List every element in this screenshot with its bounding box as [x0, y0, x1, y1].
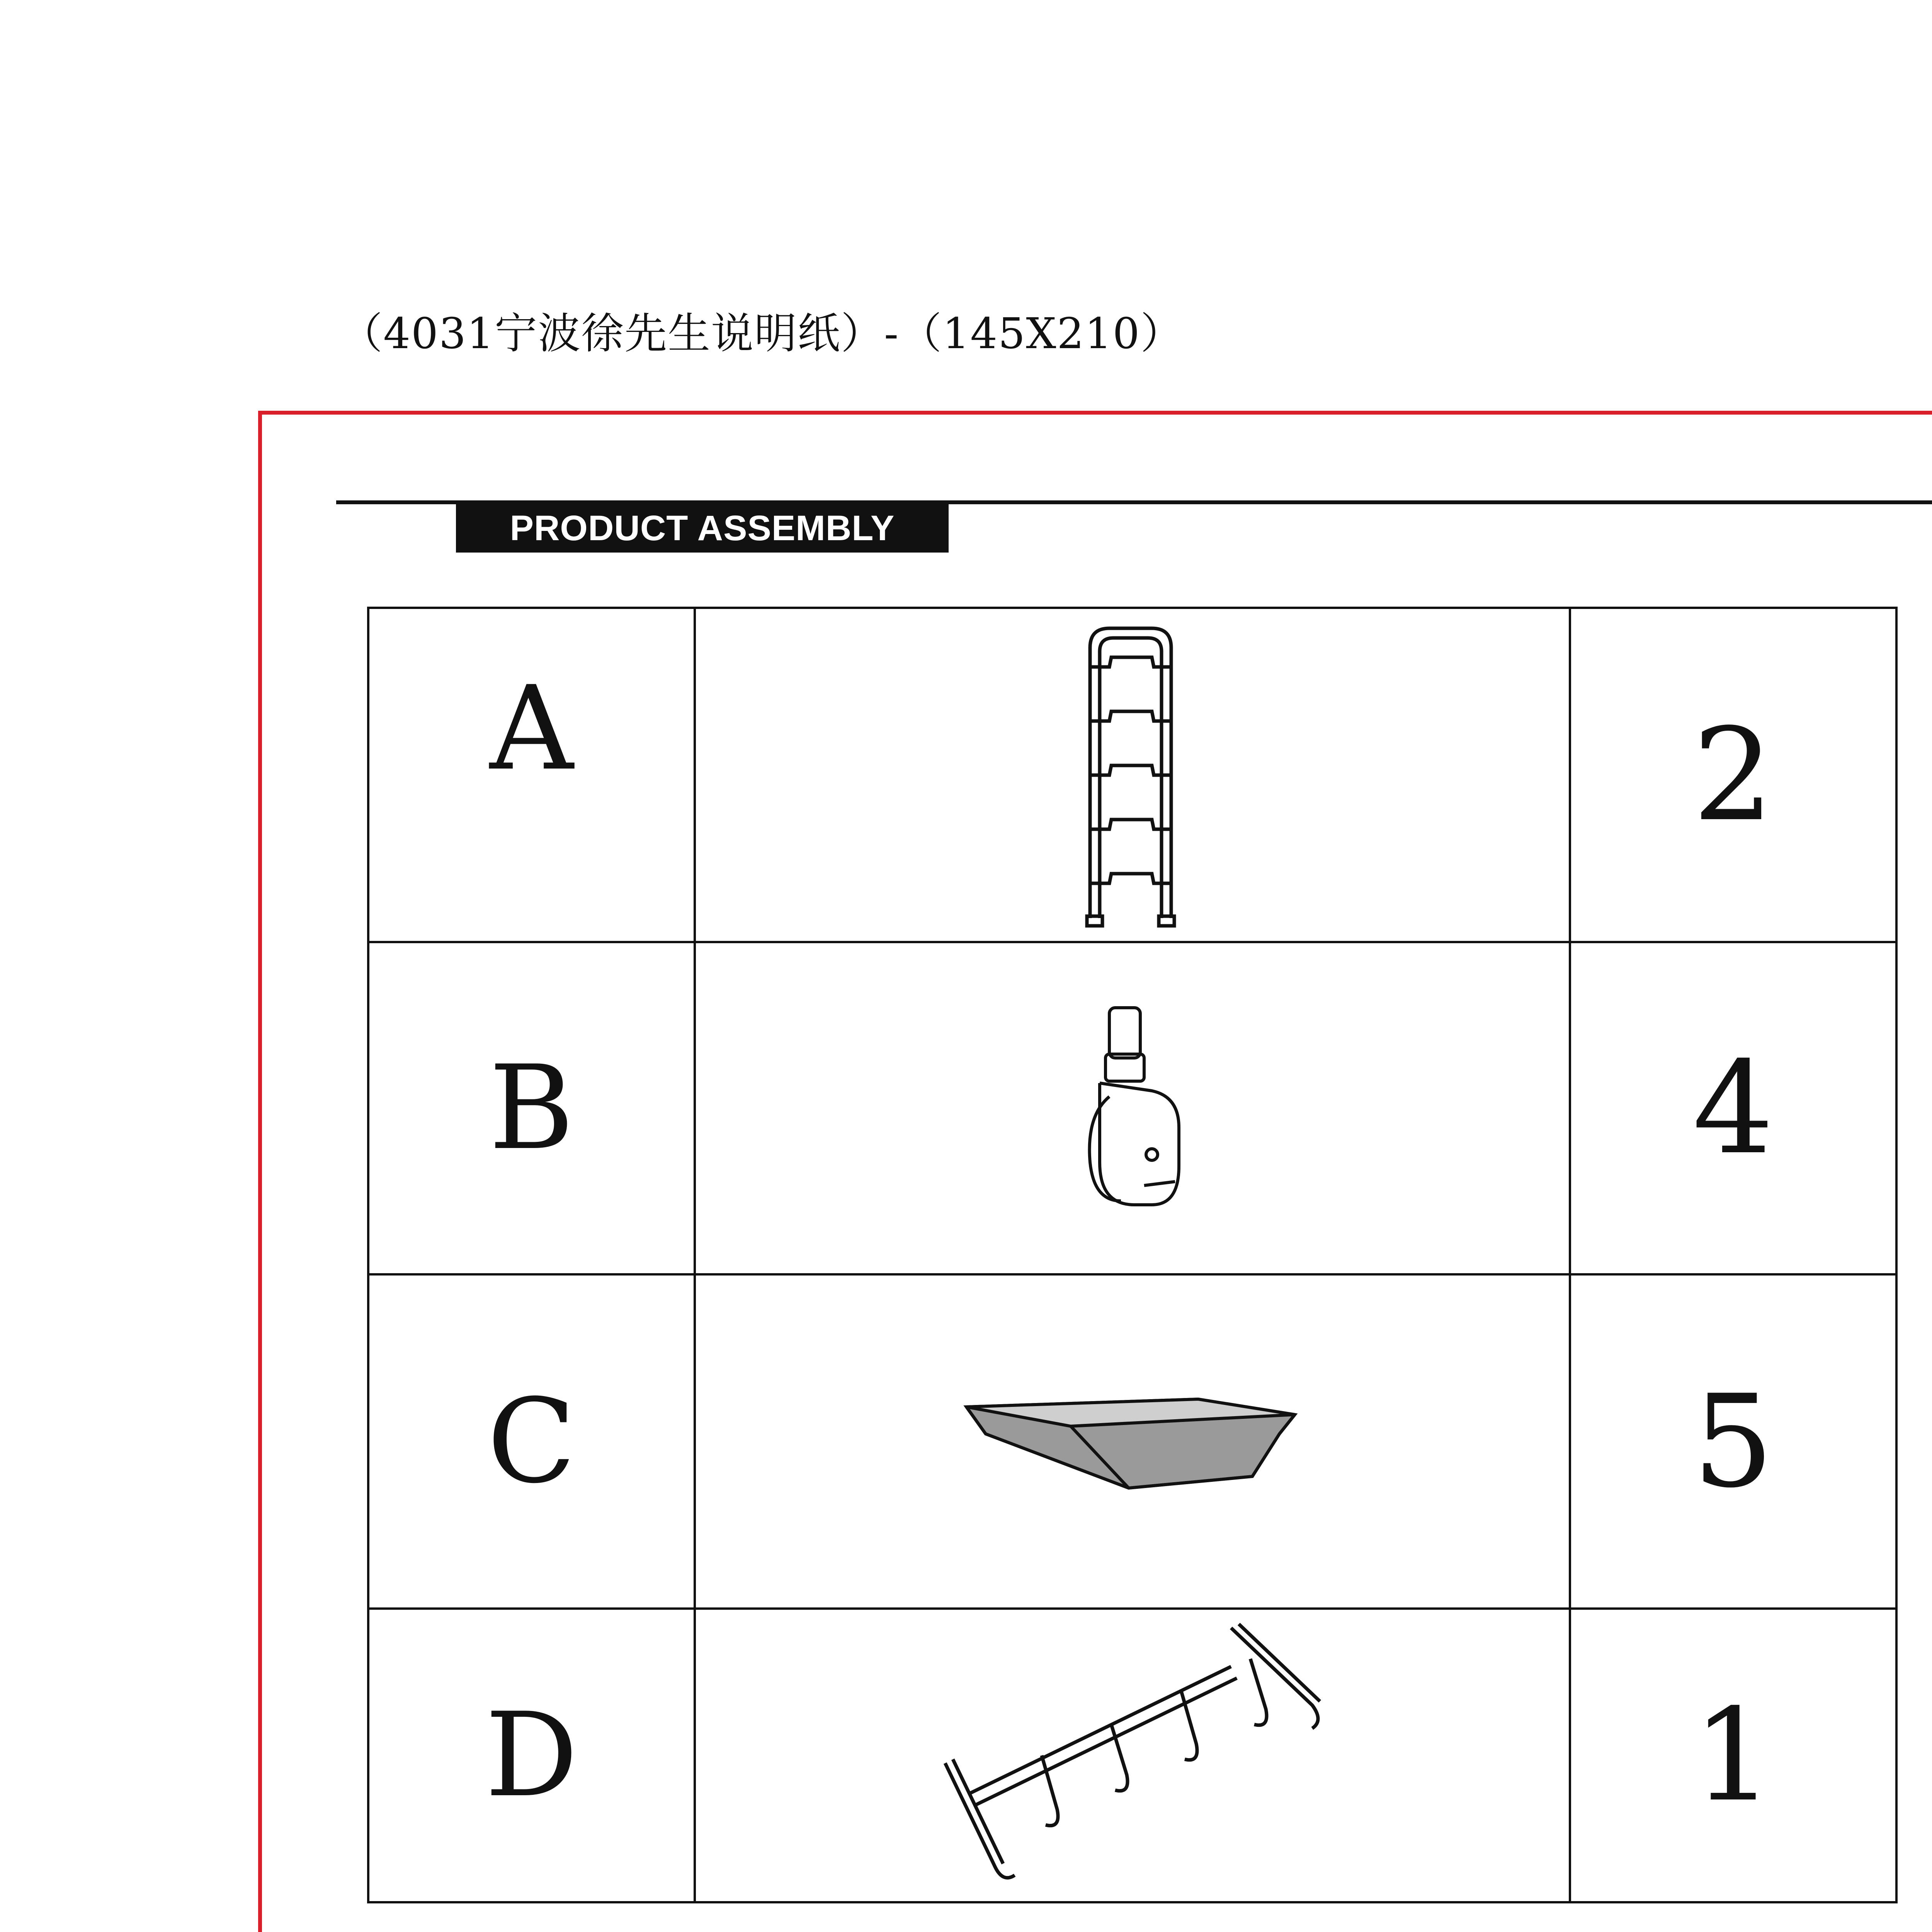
side-frame-icon — [1075, 621, 1190, 930]
section-divider — [336, 500, 1932, 504]
parts-row-d — [368, 1609, 1896, 1902]
part-qty-cell — [1570, 1609, 1896, 1902]
part-qty-cell — [1570, 608, 1896, 942]
part-letter-cell — [368, 608, 695, 942]
part-image-cell — [695, 942, 1570, 1274]
part-letter: D — [485, 1688, 578, 1823]
part-quantity: 2 — [1692, 701, 1774, 849]
part-image-cell — [695, 1609, 1570, 1902]
parts-row-c — [368, 1274, 1896, 1609]
part-letter-cell — [368, 1274, 695, 1609]
parts-row-a — [368, 608, 1896, 942]
document-header: （4031宁波徐先生说明纸）-（145X210） — [340, 309, 1184, 358]
part-quantity: 4 — [1692, 1034, 1774, 1182]
part-quantity: 1 — [1692, 1681, 1774, 1830]
parts-table — [367, 607, 1898, 1903]
part-qty-cell — [1570, 942, 1896, 1274]
parts-row-b — [368, 942, 1896, 1274]
part-letter: C — [487, 1374, 576, 1509]
section-title: PRODUCT ASSEMBLY — [456, 504, 949, 553]
mesh-basket-icon — [963, 1388, 1303, 1496]
part-letter: B — [489, 1041, 574, 1175]
hook-rail-icon — [930, 1616, 1335, 1895]
part-letter-cell — [368, 1609, 695, 1902]
part-letter-cell — [368, 942, 695, 1274]
part-image-cell — [695, 1274, 1570, 1609]
part-quantity: 5 — [1692, 1367, 1774, 1516]
part-qty-cell — [1570, 1274, 1896, 1609]
caster-wheel-icon — [1063, 1000, 1202, 1216]
part-image-cell — [695, 608, 1570, 942]
part-letter: A — [490, 661, 573, 796]
